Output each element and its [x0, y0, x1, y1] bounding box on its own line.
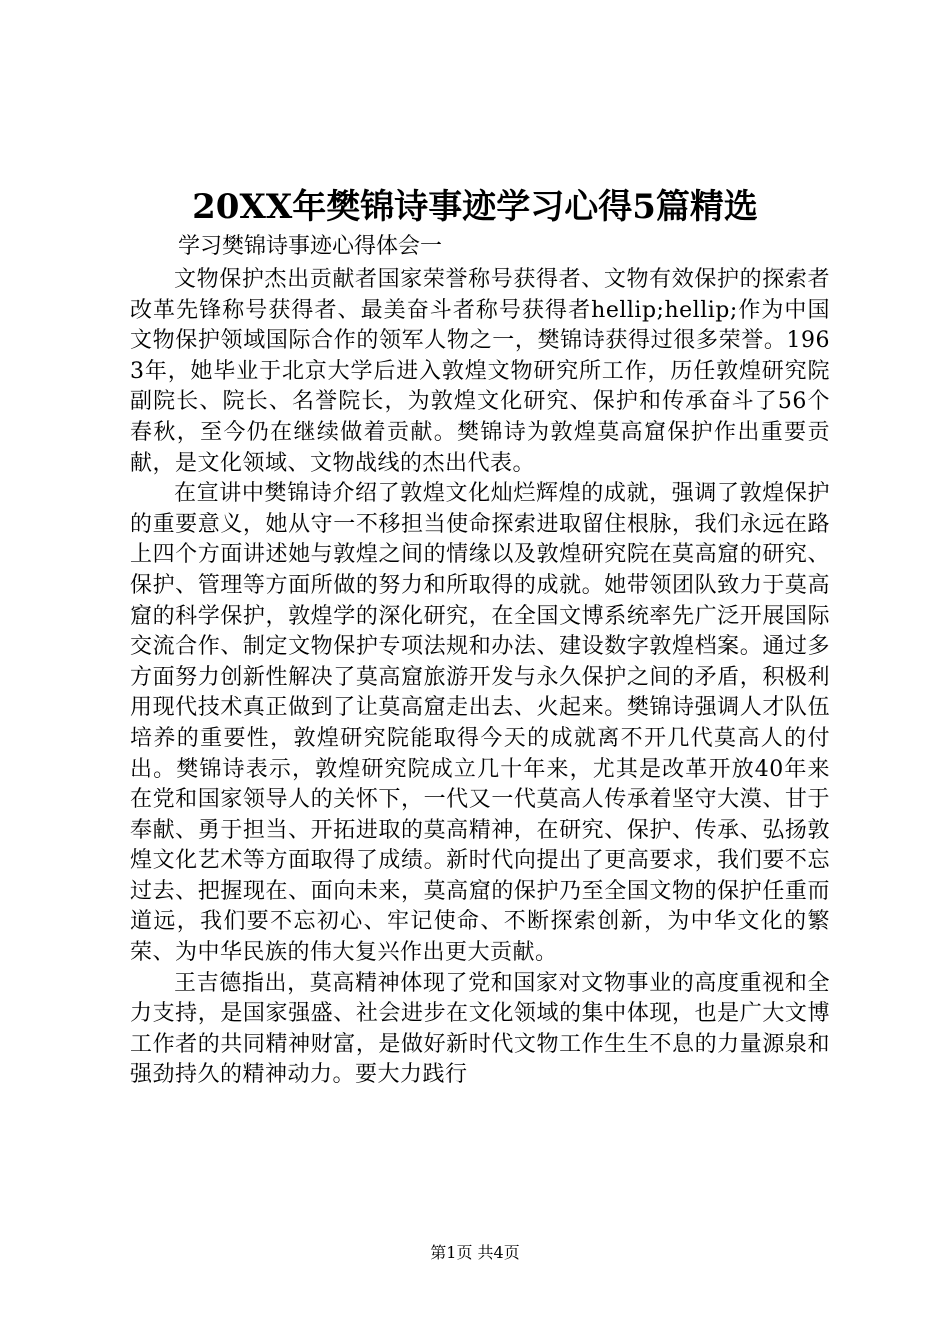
paragraph-2: 在宣讲中樊锦诗介绍了敦煌文化灿烂辉煌的成就，强调了敦煌保护的重要意义，她从守一不移担当使命探索进取留住根脉，我们永远在路上四个方面讲述她与敦煌之间的情缘以及敦煌研究院在莫高窟的研究、保护、管理等方面所做的努力和所取得的成就。她带领团队致力于莫高窟的科学保护，敦煌学的深化研究，在全国文博系统率先广泛开展国际交流合作、制定文物保护专项法规和办法、建设数字敦煌档案。通过多方面努力创新性解决了莫高窟旅游开发与永久保护之间的矛盾，积极利用现代技术真正做到了让莫高窟走出去、火起来。樊锦诗强调人才队伍培养的重要性，敦煌研究院能取得今天的成就离不开几代莫高人的付出。樊锦诗表示，敦煌研究院成立几十年来，尤其是改革开放40年来在党和国家领导人的关怀下，一代又一代莫高人传承着坚守大漠、甘于奉献、勇于担当、开拓进取的莫高精神，在研究、保护、传承、弘扬敦煌文化艺术等方面取得了成绩。新时代向提出了更高要求，我们要不忘过去、把握现在、面向未来，莫高窟的保护乃至全国文物的保护任重而道远，我们要不忘初心、牢记使命、不断探索创新，为中华文化的繁荣、为中华民族的伟大复兴作出更大贡献。 [130, 481, 830, 966]
document-body [130, 265, 830, 1091]
paragraph-1: 文物保护杰出贡献者国家荣誉称号获得者、文物有效保护的探索者改革先锋称号获得者、最美奋斗者称号获得者hellip;hellip;作为中国文物保护领域国际合作的领军人物之一，樊锦诗获得过很多荣誉。1963年，她毕业于北京大学后进入敦煌文物研究所工作，历任敦煌研究院副院长、院长、名誉院长，为敦煌文化研究、保护和传承奋斗了56个春秋，至今仍在继续做着贡献。樊锦诗为敦煌莫高窟保护作出重要贡献，是文化领域、文物战线的杰出代表。 [130, 267, 830, 476]
page-footer: 第1页 共4页 [430, 1243, 520, 1262]
paragraph-3: 王吉德指出，莫高精神体现了党和国家对文物事业的高度重视和全力支持，是国家强盛、社会进步在文化领域的集中体现，也是广大文博工作者的共同精神财富，是做好新时代文物工作生生不息的力量源泉和强劲持久的精神动力。要大力践行 [130, 970, 830, 1088]
section-heading: 学习樊锦诗事迹心得体会一 [178, 234, 443, 259]
document-title: 20XX年樊锦诗事迹学习心得5篇精选 [192, 187, 758, 227]
